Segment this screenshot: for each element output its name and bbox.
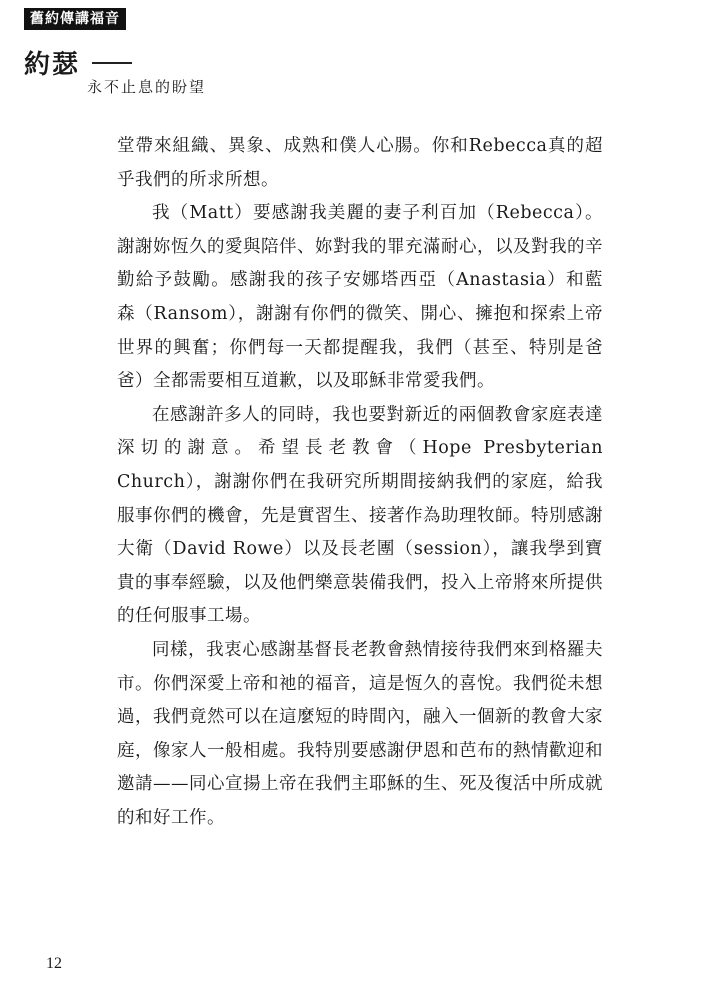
paragraph: 堂帶來組織、異象、成熟和僕人心腸。你和Rebecca真的超乎我們的所求所想。 [117, 136, 603, 190]
book-title-text: 約瑟 [24, 50, 81, 80]
body-text [117, 130, 603, 835]
title-rule [92, 62, 132, 64]
page-number: 12 [46, 955, 62, 972]
book-subtitle: 永不止息的盼望 [87, 78, 207, 96]
series-tag: 舊約傳講福音 [24, 8, 126, 30]
paragraph: 在感謝許多人的同時，我也要對新近的兩個教會家庭表達深切的謝意。希望長老教會（Hope Presbyterian Church），謝謝你們在我研究所期間接納我們的家庭，給我服事你們的機會，先是實習生、接著作為助理牧師。特別感謝大衛（David Rowe）以及長老團（session），讓我學到寶貴的事奉經驗，以及他們樂意裝備我們，投入上帝將來所提供的任何服事工場。 [117, 404, 603, 627]
paragraph: 我（Matt）要感謝我美麗的妻子利百加（Rebecca）。謝謝妳恆久的愛與陪伴、妳對我的罪充滿耐心，以及對我的辛勤給予鼓勵。感謝我的孩子安娜塔西亞（Anastasia）和藍森（Ransom），謝謝有你們的微笑、開心、擁抱和探索上帝世界的興奮；你們每一天都提醒我，我們（甚至、特別是爸爸）全都需要相互道歉，以及耶穌非常愛我們。 [117, 203, 603, 392]
paragraph: 同樣，我衷心感謝基督長老教會熱情接待我們來到格羅夫市。你們深愛上帝和祂的福音，這是恆久的喜悅。我們從未想過，我們竟然可以在這麼短的時間內，融入一個新的教會大家庭，像家人一般相處。我特別要感謝伊恩和芭布的熱情歡迎和邀請——同心宣揚上帝在我們主耶穌的生、死及復活中所成就的和好工作。 [117, 639, 603, 828]
